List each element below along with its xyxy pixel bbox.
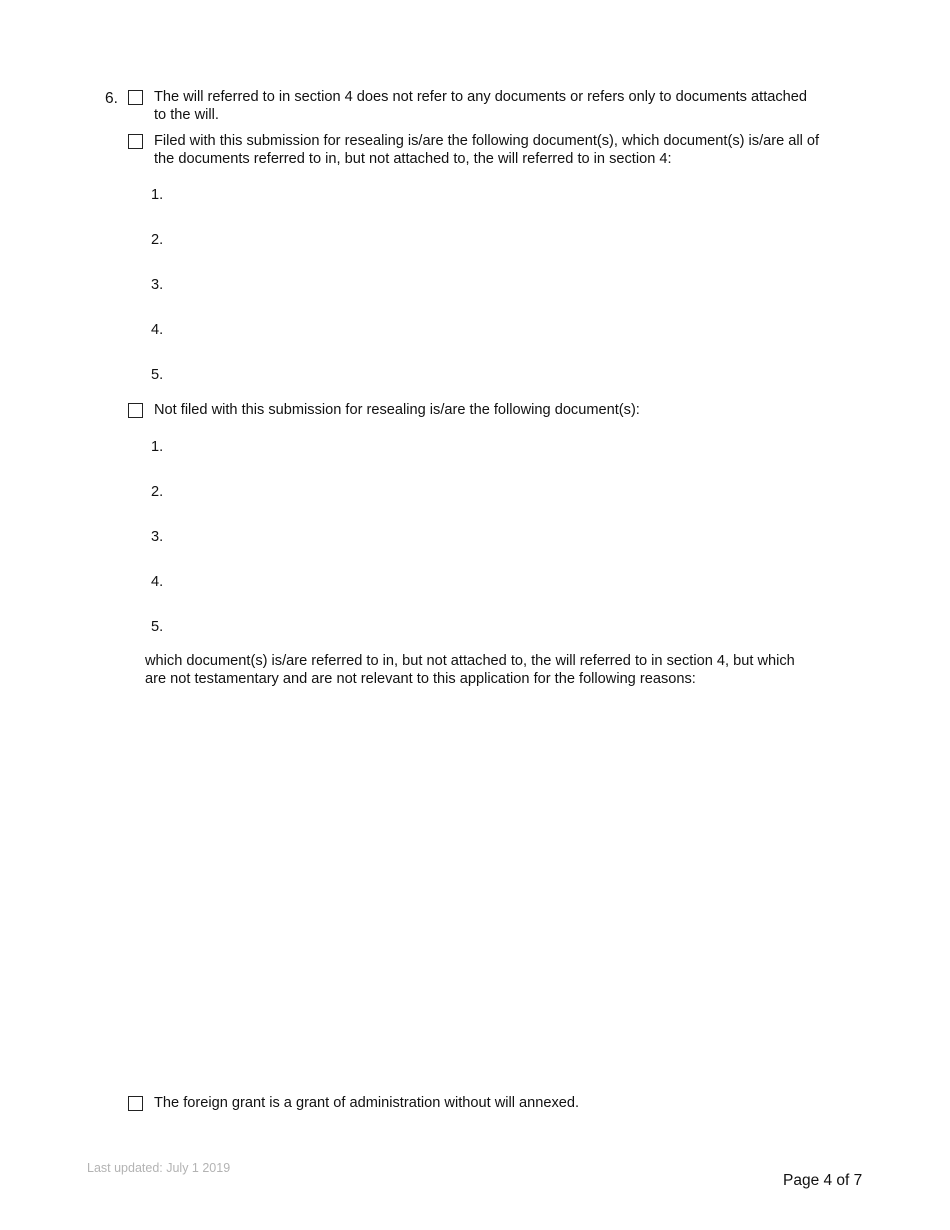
- checkbox-no-documents[interactable]: [128, 90, 143, 105]
- filed-documents-text-line2: the documents referred to in, but not attached to, the will referred to in section 4:: [154, 151, 672, 167]
- reasons-input-area[interactable]: [145, 700, 860, 1070]
- list-item-number: 3.: [151, 277, 164, 293]
- reasons-text-line1: which document(s) is/are referred to in, but not attached to, the will referred to in section 4, but which: [145, 653, 795, 669]
- list-item-number: 2.: [151, 232, 164, 248]
- list-item-number: 4.: [151, 322, 164, 338]
- checkbox-filed-documents[interactable]: [128, 134, 143, 149]
- list-item-number: 5.: [151, 367, 164, 383]
- list-item-number: 4.: [151, 574, 164, 590]
- section-number: 6.: [105, 90, 118, 107]
- last-updated: Last updated: July 1 2019: [87, 1161, 231, 1175]
- list-item-number: 2.: [151, 484, 164, 500]
- checkbox-not-filed-documents[interactable]: [128, 403, 143, 418]
- no-documents-text-line1: The will referred to in section 4 does not refer to any documents or refers only to documents attached: [154, 89, 808, 105]
- no-documents-text-line2: to the will.: [154, 107, 219, 123]
- list-item-number: 1.: [151, 187, 164, 203]
- list-item-number: 1.: [151, 439, 164, 455]
- page-number: Page 4 of 7: [783, 1172, 863, 1189]
- list-item-number: 5.: [151, 619, 164, 635]
- reasons-text-line2: are not testamentary and are not relevant to this application for the following reasons:: [145, 671, 696, 687]
- not-filed-documents-text: Not filed with this submission for resealing is/are the following document(s):: [154, 402, 640, 418]
- list-item-number: 3.: [151, 529, 164, 545]
- filed-documents-text-line1: Filed with this submission for resealing is/are the following document(s), which document(s) is/are all of: [154, 133, 820, 149]
- admin-without-will-text: The foreign grant is a grant of administration without will annexed.: [154, 1095, 580, 1111]
- checkbox-admin-without-will[interactable]: [128, 1096, 143, 1111]
